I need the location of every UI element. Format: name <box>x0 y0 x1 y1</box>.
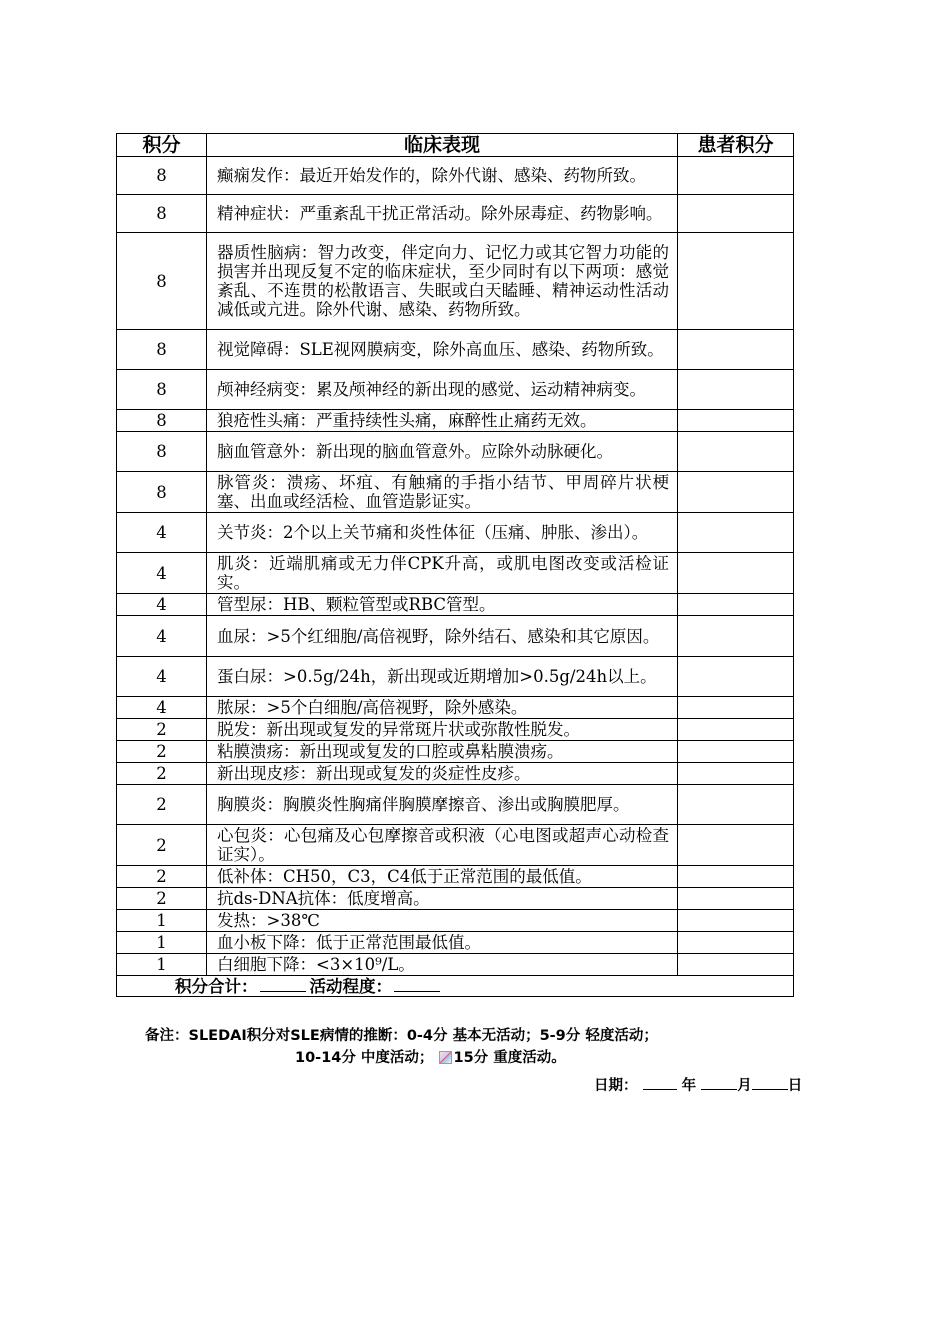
table-body <box>117 157 794 976</box>
day-label: 日 <box>787 1078 803 1094</box>
row-description: 颅神经病变：累及颅神经的新出现的感觉、运动精神病变。 <box>207 370 678 410</box>
date-line <box>594 1074 802 1095</box>
patient-score-cell[interactable] <box>678 370 794 410</box>
table-row <box>117 410 794 432</box>
row-score: 8 <box>117 432 207 472</box>
row-description: 视觉障碍：SLE视网膜病变，除外高血压、感染、药物所致。 <box>207 330 678 370</box>
patient-score-cell[interactable] <box>678 553 794 594</box>
table-row <box>117 825 794 866</box>
row-description: 胸膜炎：胸膜炎性胸痛伴胸膜摩擦音、渗出或胸膜肥厚。 <box>207 785 678 825</box>
table-row <box>117 866 794 888</box>
patient-score-cell[interactable] <box>678 513 794 553</box>
total-label: 积分合计： <box>175 976 258 996</box>
row-score: 4 <box>117 657 207 697</box>
table-row <box>117 195 794 233</box>
row-description: 关节炎：2个以上关节痛和炎性体征（压痛、肿胀、渗出）。 <box>207 513 678 553</box>
table-row <box>117 616 794 657</box>
table-row <box>117 785 794 825</box>
sledai-score-table <box>116 133 794 997</box>
header-patient-score: 患者积分 <box>678 134 794 157</box>
table-row <box>117 513 794 553</box>
patient-score-cell[interactable] <box>678 932 794 954</box>
row-description: 精神症状：严重紊乱干扰正常活动。除外尿毒症、药物影响。 <box>207 195 678 233</box>
row-score: 8 <box>117 472 207 513</box>
table-row <box>117 330 794 370</box>
patient-score-cell[interactable] <box>678 785 794 825</box>
date-label: 日期： <box>594 1078 638 1094</box>
row-score: 4 <box>117 616 207 657</box>
activity-label: 活动程度： <box>309 976 392 996</box>
table-row <box>117 888 794 910</box>
row-score: 4 <box>117 513 207 553</box>
row-score: 8 <box>117 410 207 432</box>
table-row <box>117 697 794 719</box>
total-blank[interactable] <box>260 977 306 992</box>
row-description: 粘膜溃疡：新出现或复发的口腔或鼻粘膜溃疡。 <box>207 741 678 763</box>
row-score: 2 <box>117 785 207 825</box>
row-score: 2 <box>117 888 207 910</box>
row-description: 抗ds-DNA抗体：低度增高。 <box>207 888 678 910</box>
patient-score-cell[interactable] <box>678 157 794 195</box>
row-description: 癫痫发作：最近开始发作的，除外代谢、感染、药物所致。 <box>207 157 678 195</box>
row-score: 2 <box>117 719 207 741</box>
row-description: 管型尿：HB、颗粒管型或RBC管型。 <box>207 594 678 616</box>
table-row <box>117 553 794 594</box>
patient-score-cell[interactable] <box>678 719 794 741</box>
row-score: 2 <box>117 741 207 763</box>
row-description: 发热：>38℃ <box>207 910 678 932</box>
row-description: 脱发：新出现或复发的异常斑片状或弥散性脱发。 <box>207 719 678 741</box>
row-description: 脑血管意外：新出现的脑血管意外。应除外动脉硬化。 <box>207 432 678 472</box>
table-row <box>117 932 794 954</box>
row-score: 2 <box>117 763 207 785</box>
row-score: 8 <box>117 233 207 330</box>
row-score: 8 <box>117 157 207 195</box>
note-moderate: 10-14分 中度活动； <box>295 1050 434 1066</box>
month-blank[interactable] <box>701 1076 737 1090</box>
row-score: 4 <box>117 553 207 594</box>
note-line-2 <box>295 1046 566 1067</box>
row-score: 2 <box>117 825 207 866</box>
row-score: 2 <box>117 866 207 888</box>
row-score: 1 <box>117 910 207 932</box>
header-clinical: 临床表现 <box>207 134 678 157</box>
total-row <box>117 976 794 997</box>
row-description: 新出现皮疹：新出现或复发的炎症性皮疹。 <box>207 763 678 785</box>
year-blank[interactable] <box>643 1076 677 1090</box>
table-row <box>117 594 794 616</box>
row-description: 蛋白尿：>0.5g/24h，新出现或近期增加>0.5g/24h以上。 <box>207 657 678 697</box>
row-score: 1 <box>117 932 207 954</box>
patient-score-cell[interactable] <box>678 866 794 888</box>
table-row <box>117 910 794 932</box>
note-line-1: 备注：SLEDAI积分对SLE病情的推断：0-4分 基本无活动；5-9分 轻度活动； <box>145 1028 658 1044</box>
table-row <box>117 719 794 741</box>
patient-score-cell[interactable] <box>678 410 794 432</box>
patient-score-cell[interactable] <box>678 910 794 932</box>
row-score: 8 <box>117 370 207 410</box>
row-score: 8 <box>117 195 207 233</box>
table-row <box>117 157 794 195</box>
patient-score-cell[interactable] <box>678 697 794 719</box>
activity-blank[interactable] <box>394 977 440 992</box>
table-row <box>117 954 794 976</box>
patient-score-cell[interactable] <box>678 954 794 976</box>
patient-score-cell[interactable] <box>678 195 794 233</box>
row-description: 脉管炎：溃疡、坏疽、有触痛的手指小结节、甲周碎片状梗塞、出血或经活检、血管造影证实。 <box>207 472 678 513</box>
greater-or-equal-symbol-icon <box>439 1051 452 1064</box>
month-label: 月 <box>737 1078 752 1094</box>
patient-score-cell[interactable] <box>678 888 794 910</box>
patient-score-cell[interactable] <box>678 432 794 472</box>
row-description: 白细胞下降：<3×10⁹/L。 <box>207 954 678 976</box>
row-score: 8 <box>117 330 207 370</box>
row-score: 1 <box>117 954 207 976</box>
row-description: 低补体：CH50，C3，C4低于正常范围的最低值。 <box>207 866 678 888</box>
row-description: 血小板下降：低于正常范围最低值。 <box>207 932 678 954</box>
row-description: 血尿：>5个红细胞/高倍视野，除外结石、感染和其它原因。 <box>207 616 678 657</box>
patient-score-cell[interactable] <box>678 763 794 785</box>
total-cell <box>117 976 794 997</box>
patient-score-cell[interactable] <box>678 616 794 657</box>
table-header-row <box>117 134 794 157</box>
patient-score-cell[interactable] <box>678 233 794 330</box>
patient-score-cell[interactable] <box>678 594 794 616</box>
patient-score-cell[interactable] <box>678 330 794 370</box>
year-label: 年 <box>681 1078 697 1094</box>
row-description: 狼疮性头痛：严重持续性头痛，麻醉性止痛药无效。 <box>207 410 678 432</box>
day-blank[interactable] <box>752 1076 788 1090</box>
row-description: 脓尿：>5个白细胞/高倍视野，除外感染。 <box>207 697 678 719</box>
patient-score-cell[interactable] <box>678 825 794 866</box>
patient-score-cell[interactable] <box>678 741 794 763</box>
table-row <box>117 370 794 410</box>
patient-score-cell[interactable] <box>678 472 794 513</box>
row-description: 器质性脑病：智力改变，伴定向力、记忆力或其它智力功能的损害并出现反复不定的临床症状，至少同时有以下两项：感觉紊乱、不连贯的松散语言、失眠或白天瞌睡、精神运动性活动减低或亢进。除外代谢、感染、药物所致。 <box>207 233 678 330</box>
table-row <box>117 432 794 472</box>
row-description: 心包炎：心包痛及心包摩擦音或积液（心电图或超声心动检查证实）。 <box>207 825 678 866</box>
table-row <box>117 741 794 763</box>
row-description: 肌炎：近端肌痛或无力伴CPK升高，或肌电图改变或活检证实。 <box>207 553 678 594</box>
row-score: 4 <box>117 697 207 719</box>
table-row <box>117 233 794 330</box>
table-row <box>117 657 794 697</box>
table-row <box>117 763 794 785</box>
header-score: 积分 <box>117 134 207 157</box>
patient-score-cell[interactable] <box>678 657 794 697</box>
table-row <box>117 472 794 513</box>
note-severe: 15分 重度活动。 <box>453 1050 566 1066</box>
row-score: 4 <box>117 594 207 616</box>
